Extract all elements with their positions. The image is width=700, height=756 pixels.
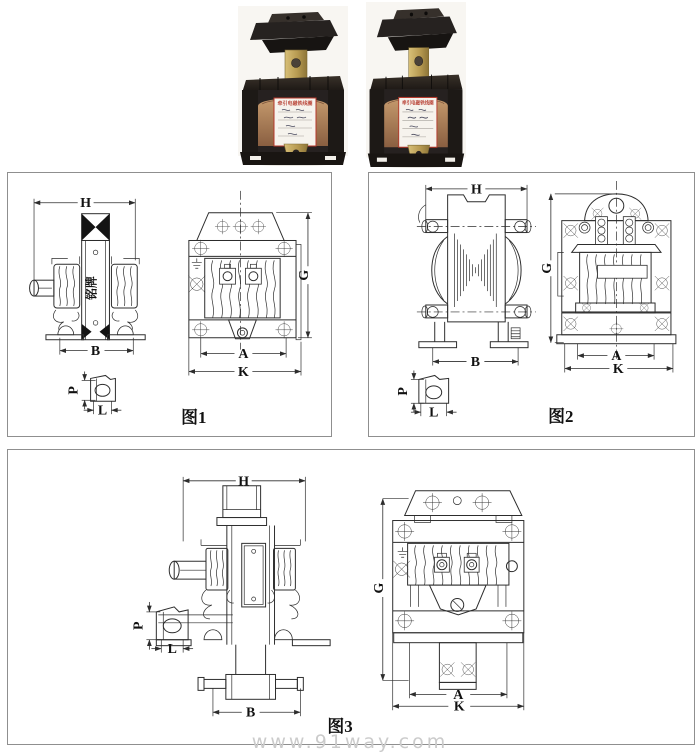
watermark: www.91way.com [251,731,449,753]
figure-2-caption: 图2 [548,407,574,427]
fig2-lamination-hourglass [455,234,497,307]
fig3-dim-A: A [453,687,464,703]
fig1-dim-H: H [80,196,92,212]
fig3-side-view [156,474,330,720]
fig2-dim-A: A [611,349,622,365]
fig1-dim-L: L [97,403,108,419]
fig3-slot-detail [131,602,193,657]
figure-1-drawing [8,173,331,436]
fig3-dim-K: K [453,699,465,715]
fig1-slot-detail [67,371,122,418]
fig3-front-view [372,491,524,715]
fig2-dim-B: B [470,355,481,371]
figure-3-caption: 图3 [327,717,353,737]
product-photo-right [366,2,466,168]
figure-2-drawing [369,173,694,436]
fig2-slot-detail [396,370,457,420]
figure-1-panel [7,172,332,437]
fig1-side-view [30,196,146,359]
figure-2-panel [368,172,695,437]
fig1-dim-G: G [296,269,312,281]
fig3-dim-G: G [371,582,387,594]
fig2-dim-K: K [612,361,624,377]
fig2-dim-H: H [471,182,482,198]
fig2-dim-L: L [429,405,439,421]
fig2-dim-P: P [395,387,411,396]
fig3-ground-symbol [398,547,408,557]
fig3-dim-L: L [167,642,177,658]
fig2-dim-G: G [539,262,555,274]
fig3-dim-B: B [246,705,256,721]
fig2-side-view [417,182,536,370]
fig1-dim-B: B [90,344,101,360]
figure-1-caption: 图1 [181,408,207,428]
fig1-front-view [188,191,311,380]
fig3-dim-H: H [238,474,250,490]
fig1-ground-symbol [192,258,202,268]
figure-3-panel [7,449,695,745]
fig3-dim-P: P [131,621,147,631]
fig2-front-view [540,181,676,377]
fig1-dim-A: A [238,347,249,363]
fig1-dim-P: P [66,386,82,395]
fig1-nameplate: 铭牌 [84,276,99,301]
product-photo-left [238,6,348,166]
figure-3-drawing [8,450,694,744]
fig1-dim-K: K [238,364,249,380]
